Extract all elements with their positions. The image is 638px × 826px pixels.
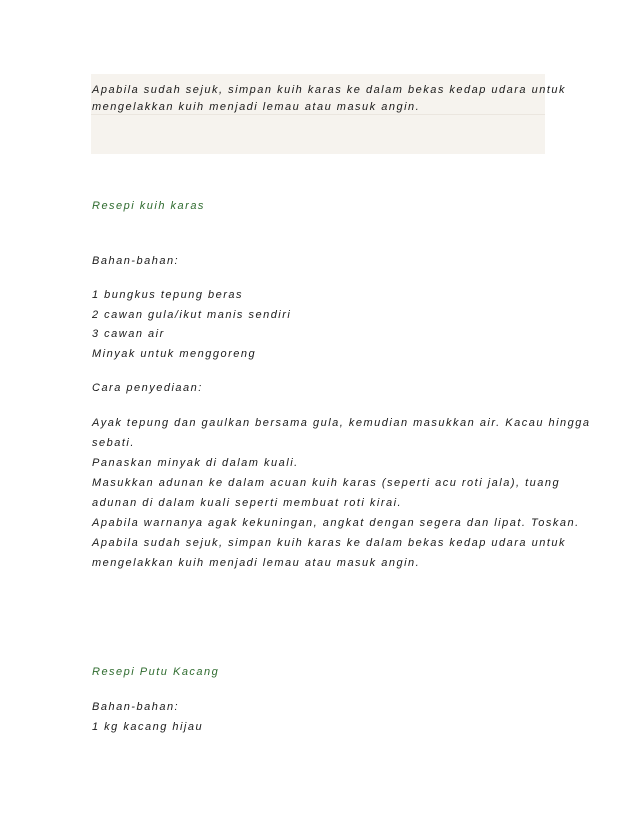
box-divider [91,114,545,115]
ingredient-item: 3 cawan air [92,328,165,340]
recipe-title-kuih-karas: Resepi kuih karas [92,200,205,212]
recipe-title-putu-kacang: Resepi Putu Kacang [92,666,220,678]
ingredients-label: Bahan-bahan: [92,255,180,267]
method-line: sebati. [92,437,135,449]
intro-line-1: Apabila sudah sejuk, simpan kuih karas ke dalam bekas kedap udara untuk [92,84,567,96]
intro-line-2: mengelakkan kuih menjadi lemau atau masuk angin. [92,101,421,113]
ingredient-item: Minyak untuk menggoreng [92,348,257,360]
method-line: mengelakkan kuih menjadi lemau atau masuk angin. [92,557,421,569]
ingredient-item: 2 cawan gula/ikut manis sendiri [92,309,292,321]
method-line: Apabila sudah sejuk, simpan kuih karas ke dalam bekas kedap udara untuk [92,537,567,549]
method-label: Cara penyediaan: [92,382,203,394]
method-line: Masukkan adunan ke dalam acuan kuih karas (seperti acu roti jala), tuang [92,477,561,489]
method-line: adunan di dalam kuali seperti membuat roti kirai. [92,497,403,509]
method-line: Ayak tepung dan gaulkan bersama gula, kemudian masukkan air. Kacau hingga [92,417,591,429]
ingredient-item: 1 bungkus tepung beras [92,289,244,301]
method-line: Panaskan minyak di dalam kuali. [92,457,299,469]
ingredients-label: Bahan-bahan: [92,701,180,713]
method-line: Apabila warnanya agak kekuningan, angkat dengan segera dan lipat. Toskan. [92,517,580,529]
ingredient-item: 1 kg kacang hijau [92,721,204,733]
